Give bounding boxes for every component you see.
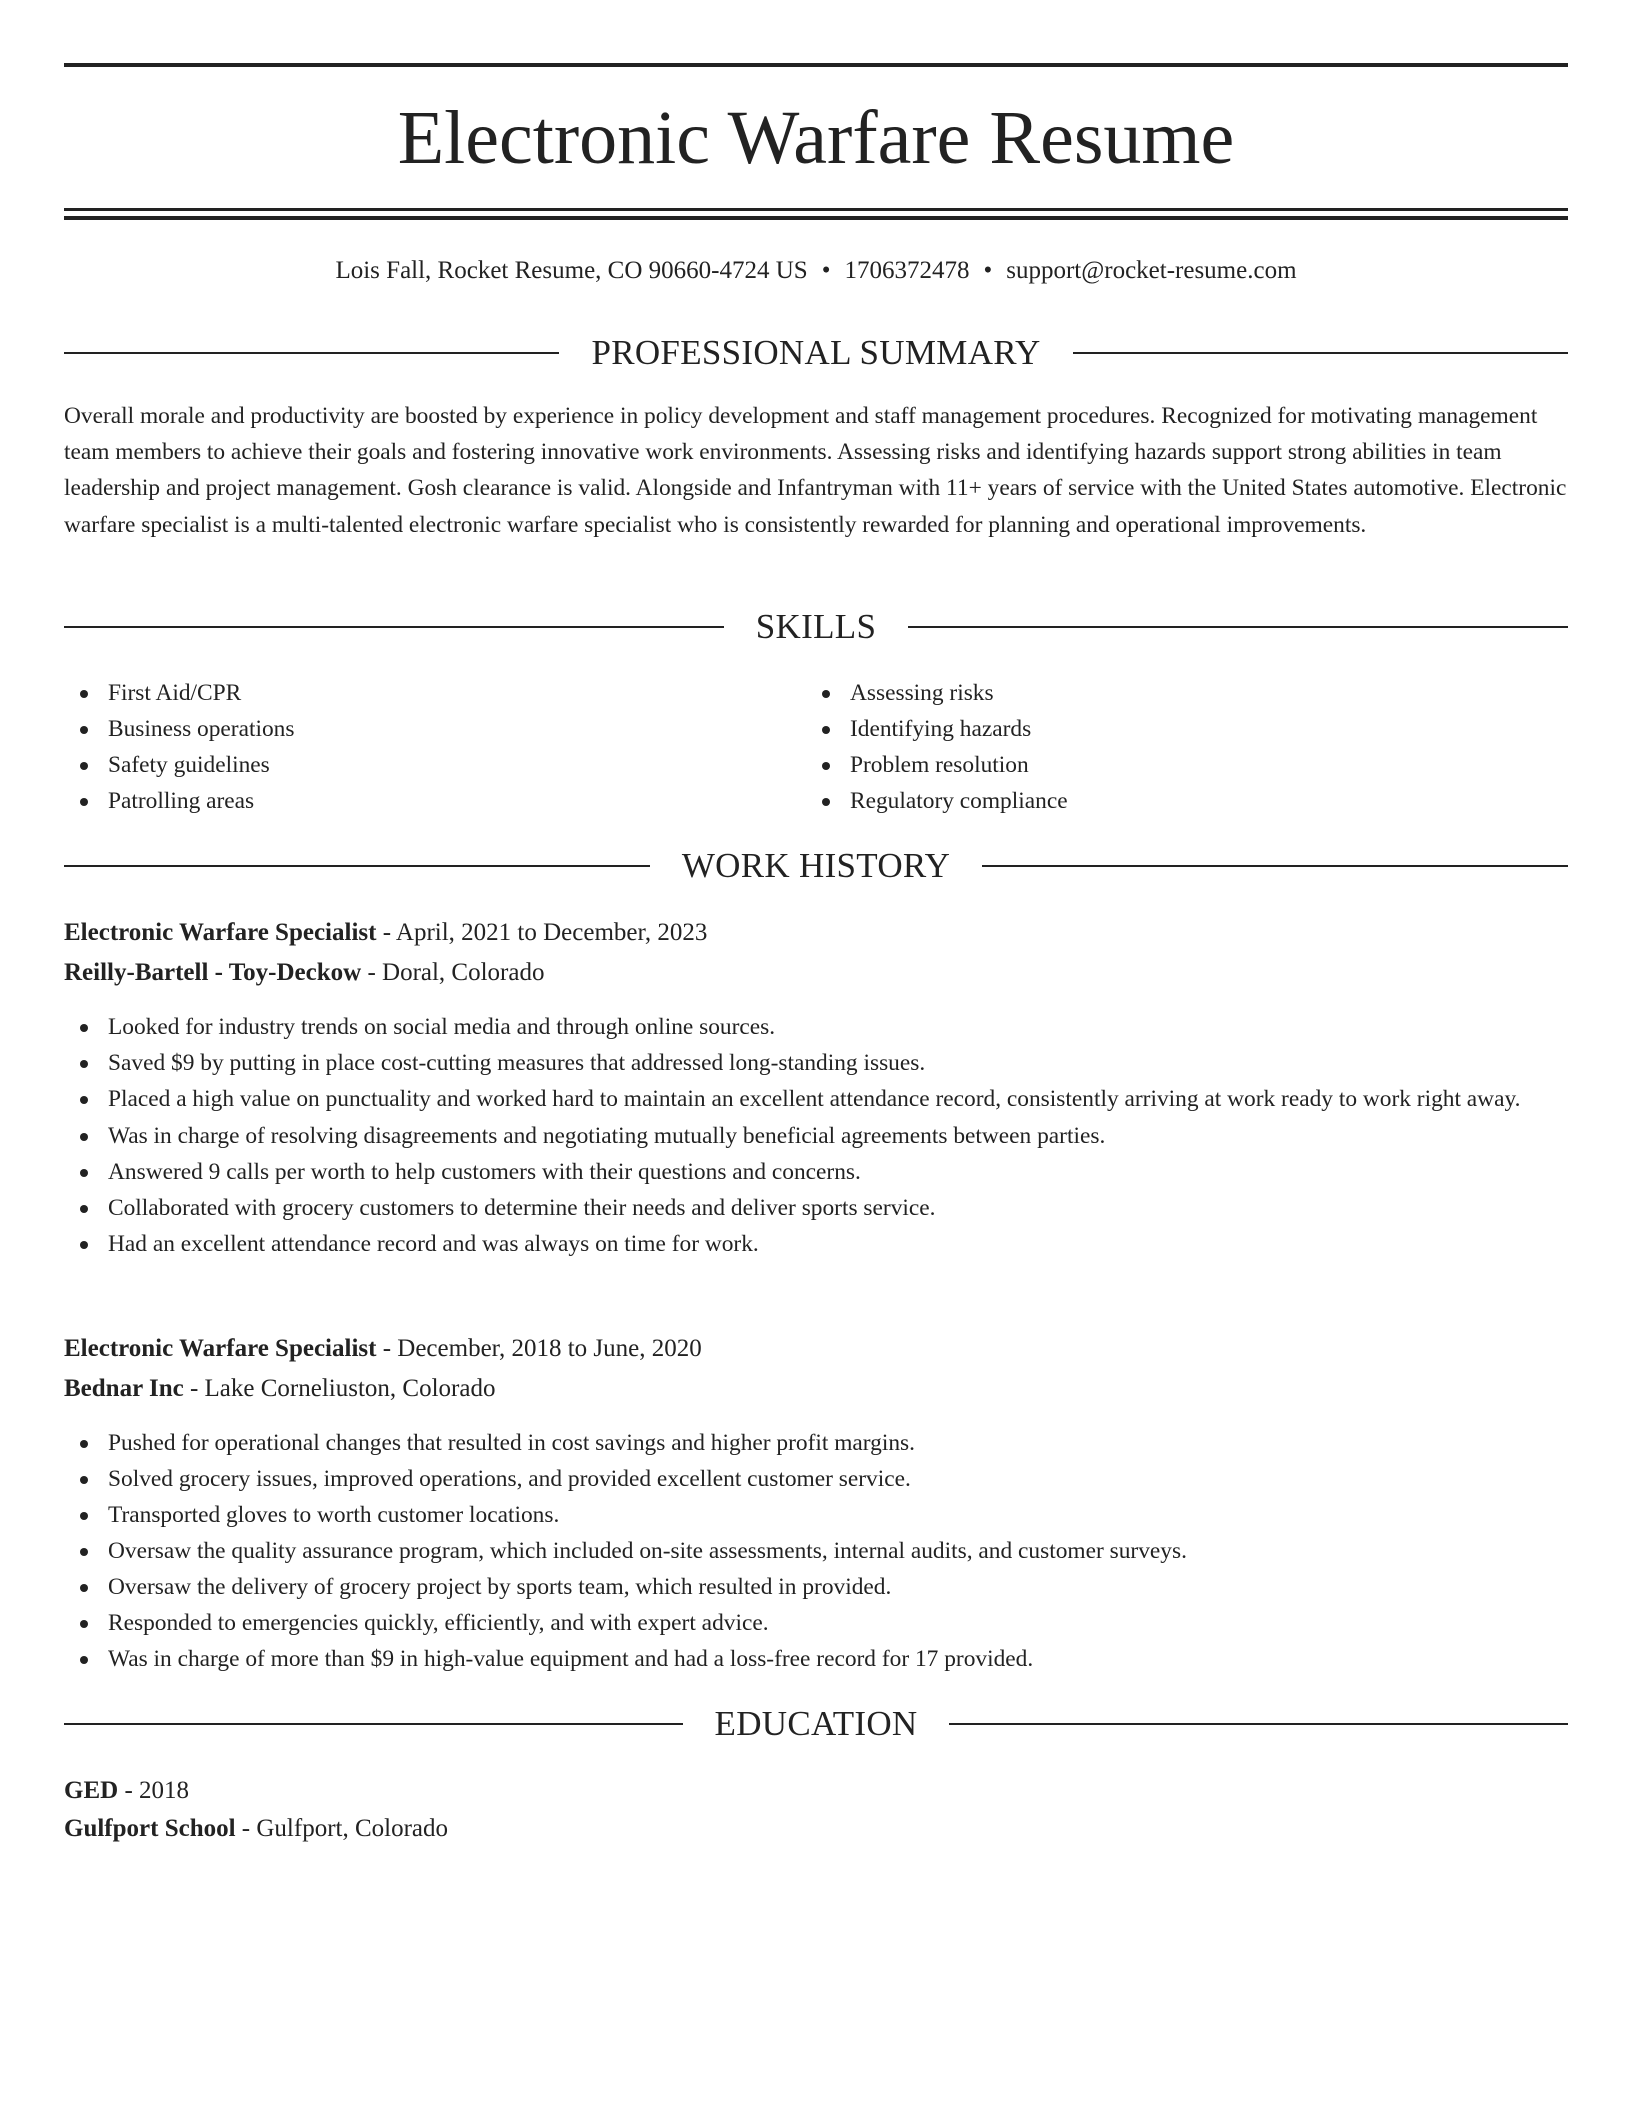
- skill-item: Regulatory compliance: [806, 783, 1566, 819]
- duty-item: Solved grocery issues, improved operations, and provided excellent customer service.: [64, 1461, 1568, 1497]
- header-double-rule-lower: [64, 216, 1568, 220]
- contact-phone: 1706372478: [844, 257, 970, 284]
- skills-list-left: [64, 675, 804, 819]
- job-company: Reilly-Bartell - Toy-Deckow: [64, 959, 362, 986]
- job-duties-list: [64, 1425, 1568, 1677]
- job-duties-list: [64, 1009, 1568, 1262]
- job-location: - Doral, Colorado: [361, 959, 545, 986]
- duty-item: Oversaw the delivery of grocery project by sports team, which resulted in provided.: [64, 1569, 1568, 1605]
- duty-item: Transported gloves to worth customer locations.: [64, 1497, 1568, 1533]
- skill-item: Problem resolution: [806, 747, 1566, 783]
- heading-rule-right: [1073, 352, 1568, 354]
- education-degree: GED: [64, 1777, 119, 1804]
- job-title: Electronic Warfare Specialist: [64, 919, 377, 946]
- summary-section-heading: [64, 330, 1568, 376]
- skills-list-right: [806, 675, 1566, 819]
- job-company: Bednar Inc: [64, 1375, 184, 1402]
- work-heading-label: WORK HISTORY: [681, 846, 951, 885]
- job-dates: - April, 2021 to December, 2023: [376, 919, 708, 946]
- skill-item: Business operations: [64, 711, 804, 747]
- job-title: Electronic Warfare Specialist: [64, 1335, 377, 1362]
- skill-item: First Aid/CPR: [64, 675, 804, 711]
- skill-item: Patrolling areas: [64, 783, 804, 819]
- contact-address: Lois Fall, Rocket Resume, CO 90660-4724 US: [335, 257, 808, 284]
- contact-line: [64, 254, 1568, 288]
- summary-heading-label: PROFESSIONAL SUMMARY: [591, 333, 1041, 372]
- heading-rule-left: [64, 865, 650, 867]
- education-school-line: [64, 1810, 1568, 1848]
- contact-email: support@rocket-resume.com: [1006, 257, 1297, 284]
- summary-text: Overall morale and productivity are boosted by experience in policy development and staff management procedures. Recognized for motivating management team members to achieve their goals and fostering innovative work environments. Assessing risks and identifying hazards support strong abilities in team leadership and project management. Gosh clearance is valid. Alongside and Infantryman with 11+ years of service with the United States automotive. Electronic warfare specialist is a multi-talented electronic warfare specialist who is consistently rewarded for planning and operational improvements.: [64, 403, 1567, 538]
- duty-item: Was in charge of more than $9 in high-value equipment and had a loss-free record for 17 provided.: [64, 1641, 1568, 1677]
- contact-separator: •: [821, 257, 831, 284]
- header-double-rule-upper: [64, 208, 1568, 211]
- education-location: - Gulfport, Colorado: [235, 1815, 449, 1842]
- heading-rule-right: [949, 1723, 1568, 1725]
- job-title-line: [64, 1330, 1568, 1368]
- duty-item: Placed a high value on punctuality and worked hard to maintain an excellent attendance record, consistently arriving at work ready to work right away.: [64, 1081, 1568, 1118]
- education-heading-label: EDUCATION: [714, 1704, 918, 1743]
- education-year: - 2018: [118, 1777, 190, 1804]
- header-top-rule: [64, 63, 1568, 67]
- job-dates: - December, 2018 to June, 2020: [376, 1335, 702, 1362]
- duty-item: Had an excellent attendance record and was always on time for work.: [64, 1226, 1568, 1262]
- duty-item: Saved $9 by putting in place cost-cutting measures that addressed long-standing issues.: [64, 1045, 1568, 1081]
- job-company-line: [64, 954, 1568, 992]
- duty-item: Answered 9 calls per worth to help customers with their questions and concerns.: [64, 1154, 1568, 1190]
- skill-item: Safety guidelines: [64, 747, 804, 783]
- work-section-heading: [64, 843, 1568, 889]
- skill-item: Assessing risks: [806, 675, 1566, 711]
- education-section-heading: [64, 1701, 1568, 1747]
- job-company-line: [64, 1370, 1568, 1408]
- heading-rule-right: [982, 865, 1568, 867]
- heading-rule-left: [64, 1723, 683, 1725]
- skills-section-heading: [64, 604, 1568, 650]
- heading-rule-right: [908, 626, 1568, 628]
- skill-item: Identifying hazards: [806, 711, 1566, 747]
- contact-separator: •: [983, 257, 993, 284]
- page-title: Electronic Warfare Resume: [397, 96, 1235, 180]
- duty-item: Was in charge of resolving disagreements and negotiating mutually beneficial agreements between parties.: [64, 1118, 1568, 1154]
- skills-heading-label: SKILLS: [755, 607, 877, 646]
- job-location: - Lake Corneliuston, Colorado: [183, 1375, 496, 1402]
- duty-item: Responded to emergencies quickly, efficiently, and with expert advice.: [64, 1605, 1568, 1641]
- education-school: Gulfport School: [64, 1815, 236, 1842]
- job-title-line: [64, 914, 1568, 952]
- duty-item: Looked for industry trends on social media and through online sources.: [64, 1009, 1568, 1045]
- duty-item: Oversaw the quality assurance program, which included on-site assessments, internal audits, and customer surveys.: [64, 1533, 1568, 1569]
- duty-item: Pushed for operational changes that resulted in cost savings and higher profit margins.: [64, 1425, 1568, 1461]
- education-degree-line: [64, 1772, 1568, 1810]
- heading-rule-left: [64, 626, 724, 628]
- heading-rule-left: [64, 352, 559, 354]
- duty-item: Collaborated with grocery customers to determine their needs and deliver sports service.: [64, 1190, 1568, 1226]
